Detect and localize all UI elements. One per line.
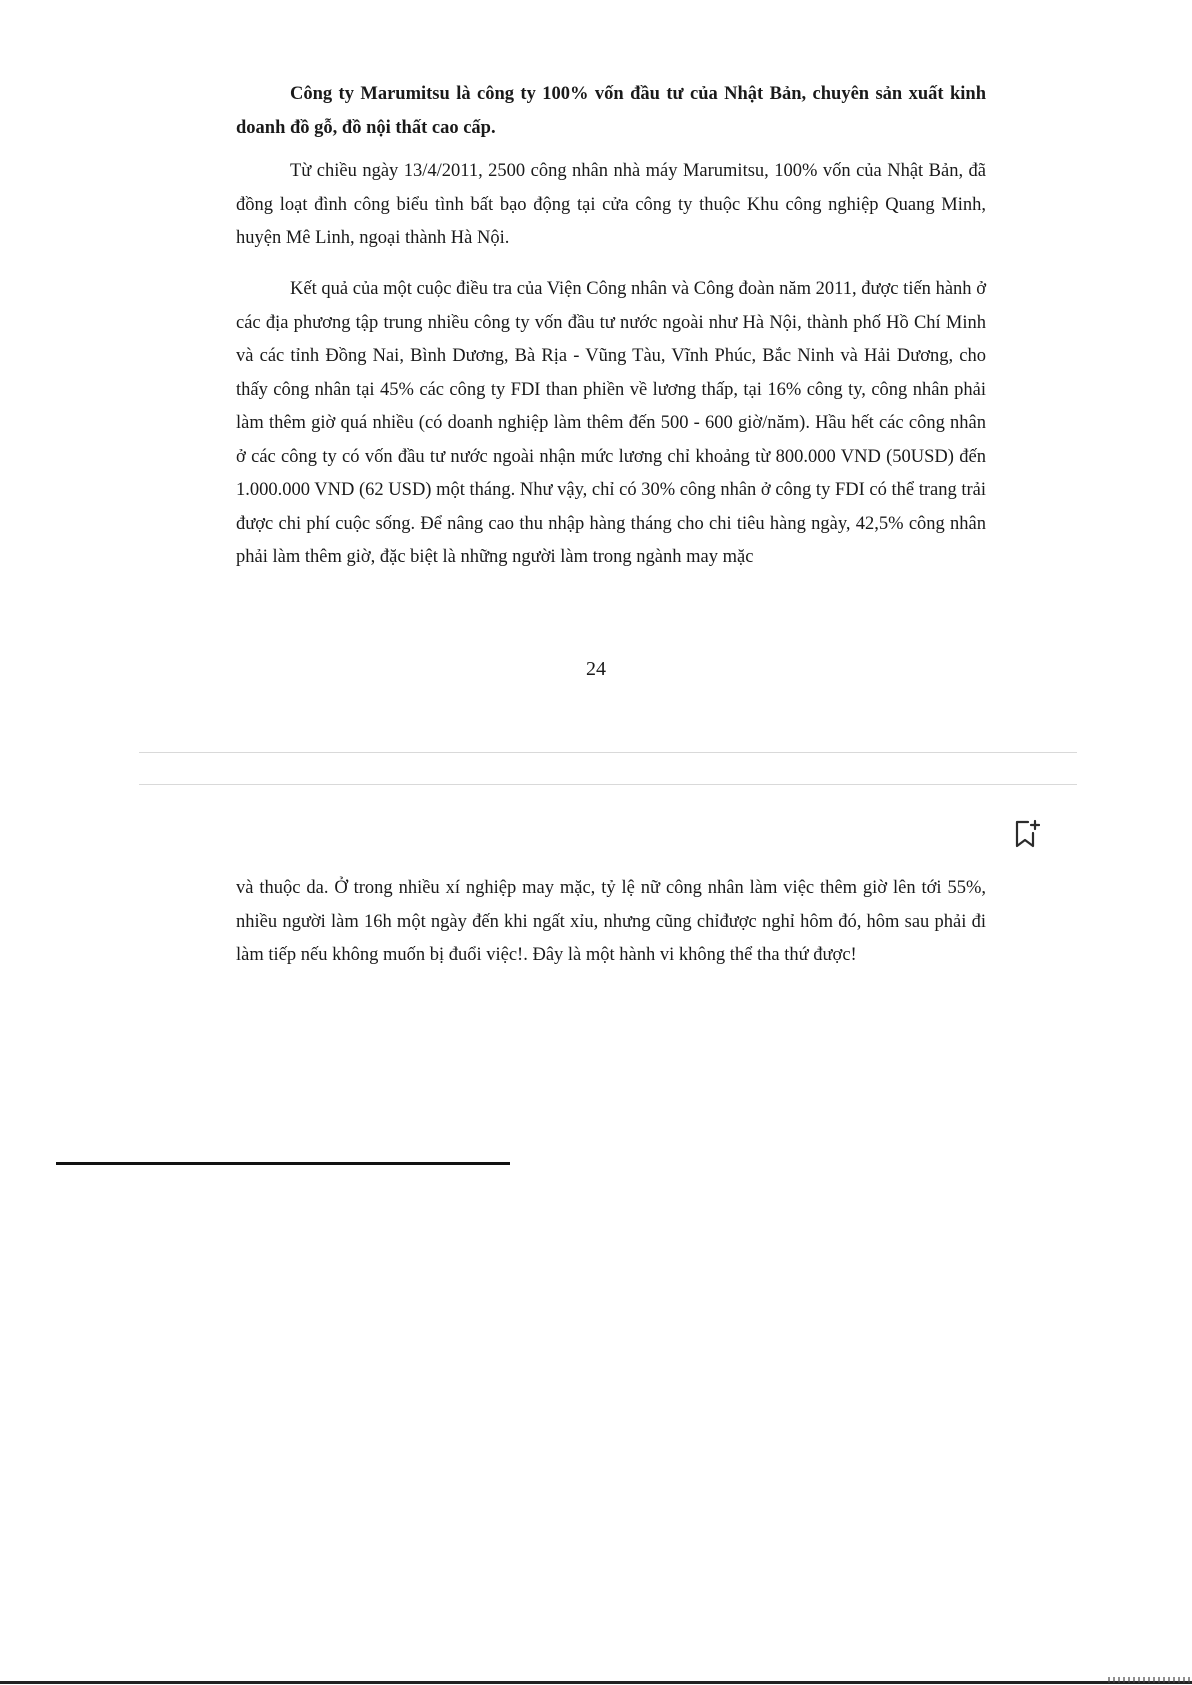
scroll-edge-marks	[1108, 1677, 1192, 1683]
bookmark-add-icon[interactable]	[1014, 819, 1040, 849]
page-number: 24	[586, 658, 606, 680]
footnote-separator	[56, 1162, 510, 1165]
document-page-24	[0, 0, 1192, 752]
paragraph-survey-results: Kết quả của một cuộc điều tra của Viện Công nhân và Công đoàn năm 2011, được tiến hành ở các địa phương tập trung nhiều công ty vốn đầu tư nước ngoài như Hà Nội, thành phố Hồ Chí Minh và các tỉnh Đồng Nai, Bình Dương, Bà Rịa - Vũng Tàu, Vĩnh Phúc, Bắc Ninh và Hải Dương, cho thấy công nhân tại 45% các công ty FDI than phiền về lương thấp, tại 16% công ty, công nhân phải làm thêm giờ quá nhiều (có doanh nghiệp làm thêm đến 500 - 600 giờ/năm). Hầu hết các công nhân ở các công ty có vốn đầu tư nước ngoài nhận mức lương chỉ khoảng từ 800.000 VND (50USD) đến 1.000.000 VND (62 USD) một tháng. Như vậy, chỉ có 30% công nhân ở công ty FDI có thể trang trải được chi phí cuộc sống. Để nâng cao thu nhập hàng tháng cho chi tiêu hàng ngày, 42,5% công nhân phải làm thêm giờ, đặc biệt là những người làm trong ngành may mặc	[236, 279, 986, 567]
paragraph-strike-event: Từ chiều ngày 13/4/2011, 2500 công nhân nhà máy Marumitsu, 100% vốn của Nhật Bản, đã đồng loạt đình công biểu tình bất bạo động tại cửa công ty thuộc Khu công nghiệp Quang Minh, huyện Mê Linh, ngoại thành Hà Nội.	[236, 161, 986, 248]
page-separator-bottom	[139, 784, 1077, 785]
paragraph-company-intro: Công ty Marumitsu là công ty 100% vốn đầu tư của Nhật Bản, chuyên sản xuất kinh doanh đồ gỗ, đồ nội thất cao cấp.	[236, 84, 986, 138]
page-separator-top	[139, 752, 1077, 753]
viewer-bottom-edge	[0, 1681, 1192, 1684]
paragraph-continuation: và thuộc da. Ở trong nhiều xí nghiệp may mặc, tỷ lệ nữ công nhân làm việc thêm giờ lên tới 55%, nhiều người làm 16h một ngày đến khi ngất xỉu, nhưng cũng chỉđược nghỉ hôm đó, hôm sau phải đi làm tiếp nếu không muốn bị đuổi việc!. Đây là một hành vi không thể tha thứ được!	[236, 878, 986, 965]
